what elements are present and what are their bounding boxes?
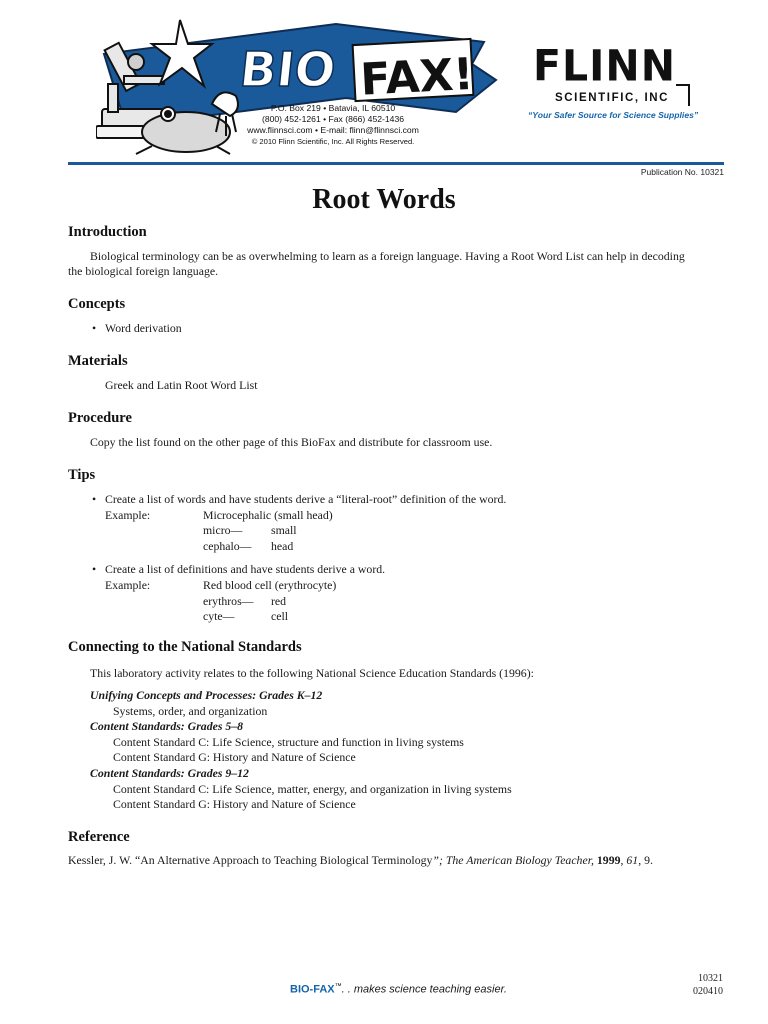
tip-2-root-1: erythros— xyxy=(203,594,254,608)
bullet-icon: • xyxy=(92,562,97,576)
bullet-icon: • xyxy=(92,492,97,506)
procedure-text: Copy the list found on the other page of this BioFax and distribute for classroom use. xyxy=(90,435,493,449)
contact-web: www.flinnsci.com • E-mail: flinn@flinnsci.com xyxy=(247,125,419,135)
footer-numbers xyxy=(693,972,723,998)
footer-number-1: 10321 xyxy=(698,973,723,984)
tip-1-meaning-1: small xyxy=(271,523,297,537)
intro-line-1: Biological terminology can be as overwhelming to learn as a foreign language. Having a Root Word List can help in decoding xyxy=(90,249,685,263)
standards-grades-9-12-heading: Content Standards: Grades 9–12 xyxy=(90,766,249,780)
copyright-notice: © 2010 Flinn Scientific, Inc. All Rights Reserved. xyxy=(251,137,415,146)
heading-introduction: Introduction xyxy=(68,224,147,240)
footer-number-2: 020410 xyxy=(693,986,723,997)
logo-text-bio: BIO xyxy=(237,42,339,98)
tip-1-meaning-2: head xyxy=(271,539,294,553)
footer-slogan: . . makes science teaching easier. xyxy=(341,983,507,996)
tip-2-meaning-1: red xyxy=(271,594,287,608)
heading-reference: Reference xyxy=(68,829,130,845)
reference-journal: ”; The American Biology Teacher, xyxy=(432,853,594,867)
concept-item: Word derivation xyxy=(105,321,182,335)
standards-grades-5-8-heading: Content Standards: Grades 5–8 xyxy=(90,719,244,733)
contact-phone: (800) 452-1261 • Fax (866) 452-1436 xyxy=(261,114,405,124)
reference-authors-title: Kessler, J. W. “An Alternative Approach to Teaching Biological Terminology xyxy=(68,853,433,867)
tip-2-text: Create a list of definitions and have students derive a word. xyxy=(105,562,386,576)
standards-ucp-heading: Unifying Concepts and Processes: Grades K–12 xyxy=(90,688,323,702)
heading-concepts: Concepts xyxy=(68,296,126,312)
reference-issue: , 9. xyxy=(638,853,653,867)
heading-procedure: Procedure xyxy=(68,410,132,426)
heading-materials: Materials xyxy=(68,353,128,369)
tip-1-text: Create a list of words and have students derive a “literal-root” definition of the word. xyxy=(105,492,507,506)
flinn-logo-subtitle: SCIENTIFIC, INC xyxy=(555,92,670,104)
heading-national-standards: Connecting to the National Standards xyxy=(68,639,302,655)
tip-1-word: Microcephalic (small head) xyxy=(203,508,333,522)
tip-1-root-1: micro— xyxy=(203,523,243,537)
tip-2-meaning-2: cell xyxy=(271,609,289,623)
standards-grades-9-12-item-2: Content Standard G: History and Nature of Science xyxy=(113,797,356,811)
flinn-logo-bracket xyxy=(676,84,690,106)
tip-1-root-2: cephalo— xyxy=(203,539,252,553)
standards-ucp-item: Systems, order, and organization xyxy=(113,704,268,718)
flinn-logo-name: FLINN xyxy=(533,40,677,92)
flinn-tagline: “Your Safer Source for Science Supplies” xyxy=(528,110,699,120)
tip-2-root-2: cyte— xyxy=(203,609,235,623)
bullet-icon: • xyxy=(92,321,97,335)
reference-volume: 61 xyxy=(626,853,639,867)
header-divider xyxy=(68,162,724,165)
page-title: Root Words xyxy=(312,184,456,215)
standards-intro: This laboratory activity relates to the following National Science Education Standards (1996): xyxy=(90,666,534,680)
tip-1-example-label: Example: xyxy=(105,508,151,522)
footer-trademark: ™ xyxy=(334,983,342,990)
standards-grades-9-12-item-1: Content Standard C: Life Science, matter, energy, and organization in living systems xyxy=(113,782,512,796)
reference-year: 1999 xyxy=(596,853,621,867)
logo-text-fax: FAX! xyxy=(359,48,475,106)
contact-address: P.O. Box 219 • Batavia, IL 60510 xyxy=(270,103,396,113)
tip-2-example-label: Example: xyxy=(105,578,151,592)
heading-tips: Tips xyxy=(68,467,96,483)
publication-number: Publication No. 10321 xyxy=(640,167,724,177)
materials-item: Greek and Latin Root Word List xyxy=(105,378,258,392)
reference-citation: Kessler, J. W. “An Alternative Approach to Teaching Biological Terminology”; The American Biology Teacher, 1999, 61, 9. xyxy=(68,853,653,867)
standards-grades-5-8-item-2: Content Standard G: History and Nature of Science xyxy=(113,750,356,764)
footer-brand xyxy=(290,983,507,996)
intro-line-2: the biological foreign language. xyxy=(68,264,219,278)
footer-brand-name: BIO-FAX xyxy=(290,983,335,996)
tip-2-word: Red blood cell (erythrocyte) xyxy=(203,578,337,592)
standards-grades-5-8-item-1: Content Standard C: Life Science, structure and function in living systems xyxy=(113,735,464,749)
